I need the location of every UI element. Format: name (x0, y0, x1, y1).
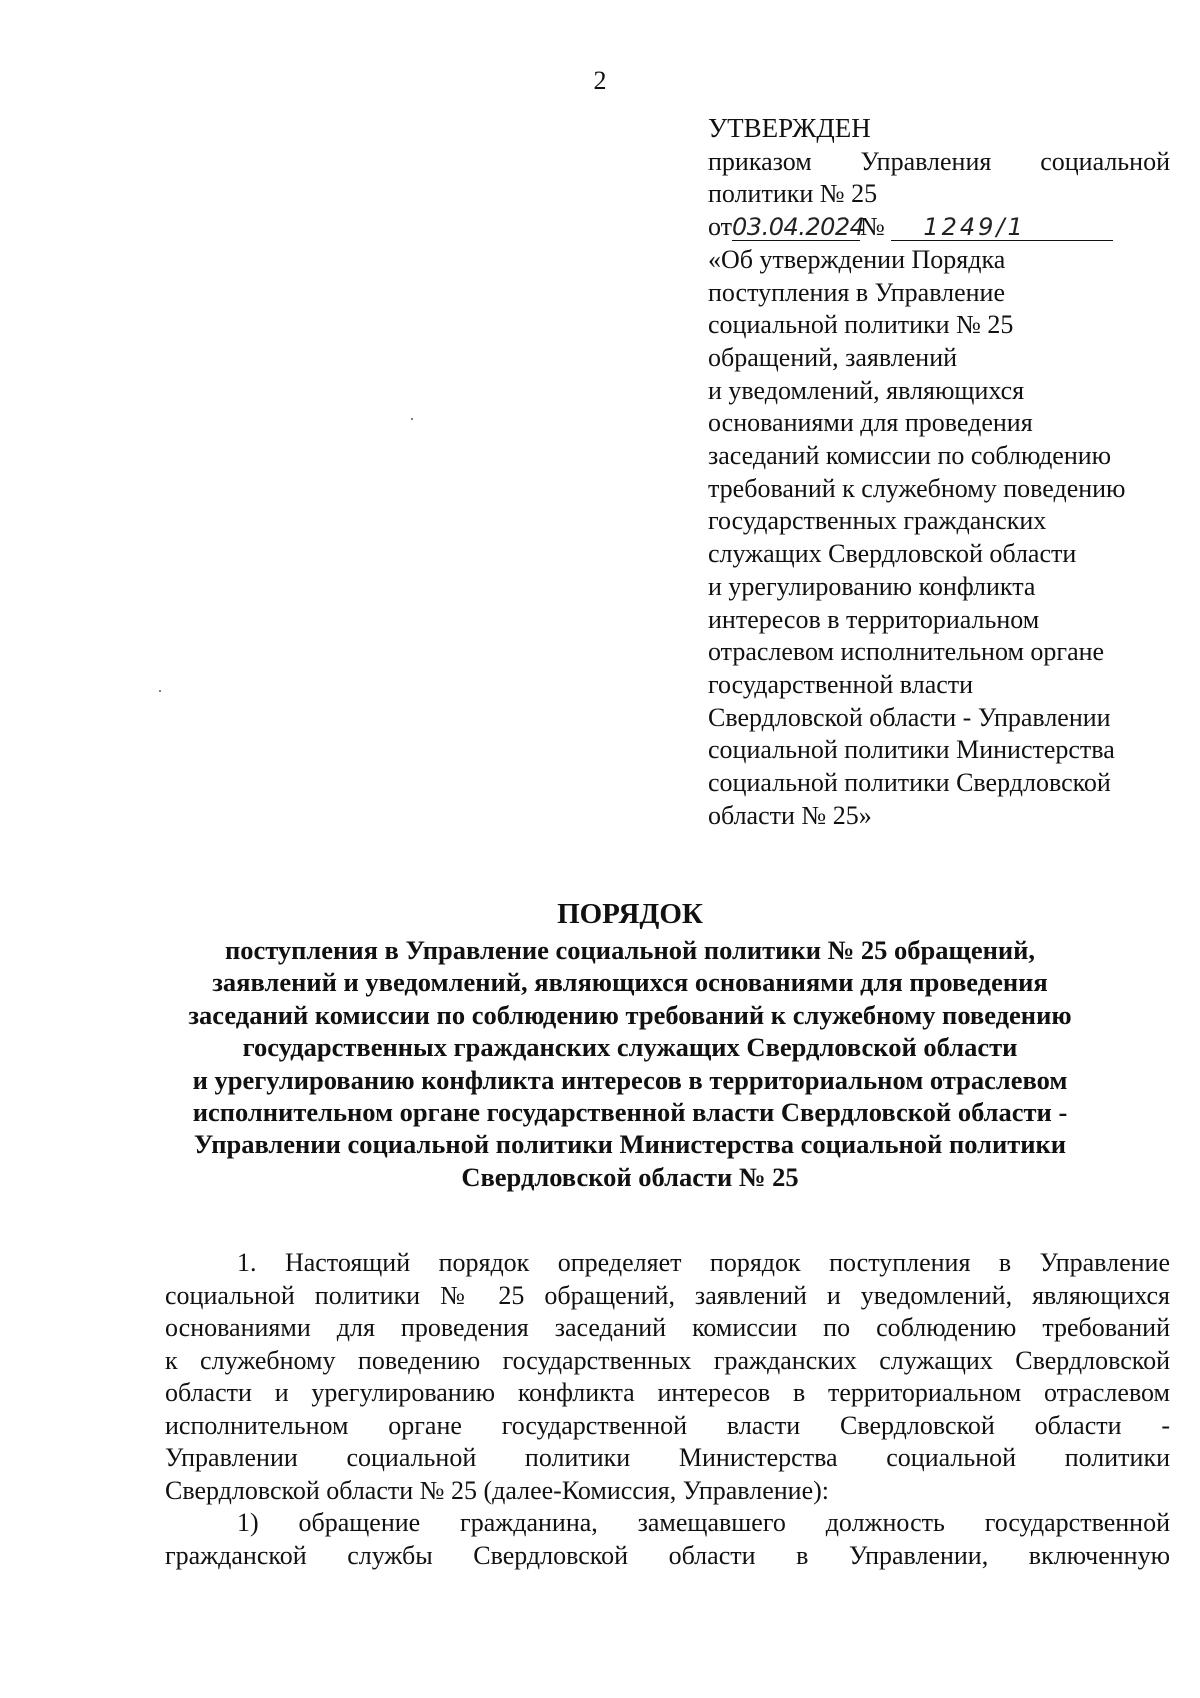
heading-line: заседаний комиссии по соблюдению требований к служебному поведению (188, 999, 1072, 1030)
order-title-line: поступления в Управление (708, 277, 1006, 307)
heading-title: ПОРЯДОК (557, 898, 703, 930)
paragraph-2-line: гражданской службы Свердловской области в Управлении, включенную (165, 1540, 1170, 1570)
paragraph-1-line: исполнительном органе государственной власти Свердловской области - (165, 1410, 1170, 1440)
order-title-line: Свердловской области - Управлении (708, 702, 1111, 732)
handwritten-number: 1249/1 (891, 214, 1113, 241)
paragraph-1-line: области и урегулированию конфликта интересов в территориальном отраслевом (165, 1378, 1170, 1407)
paragraph-1-line: к служебному поведению государственных гражданских служащих Свердловской (165, 1345, 1170, 1375)
order-title-line: интересов в территориальном (708, 604, 1040, 634)
order-title-line: обращений, заявлений (708, 342, 958, 372)
paragraph-2-line: 1) обращение гражданина, замещавшего должность государственной (237, 1508, 1170, 1537)
order-title-line: служащих Свердловской области (708, 539, 1077, 569)
heading-line: и урегулированию конфликта интересов в территориальном отраслевом (192, 1064, 1068, 1095)
order-title-line: «Об утверждении Порядка (708, 244, 1006, 274)
order-title-line: отраслевом исполнительном органе (708, 637, 1105, 667)
paragraph-1-line: социальной политики № 25 обращений, заявлений и уведомлений, являющихся (165, 1280, 1170, 1310)
heading-line: Свердловской области № 25 (461, 1161, 799, 1192)
order-title-line: государственных гражданских (708, 506, 1047, 536)
date-prefix: от (708, 212, 733, 242)
scan-speck (159, 690, 161, 692)
heading-line: заявлений и уведомлений, являющихся основаниями для проведения (212, 967, 1048, 998)
order-title-line: социальной политики Свердловской (708, 768, 1111, 798)
number-prefix: № (860, 212, 885, 242)
order-title-line: основаниями для проведения (708, 408, 1033, 438)
order-title-line: и урегулированию конфликта (708, 571, 1036, 601)
heading-line: государственных гражданских служащих Свердловской области (242, 1032, 1018, 1063)
order-title-line: социальной политики Министерства (708, 735, 1115, 765)
heading-line: поступления в Управление социальной политики № 25 обращений, (224, 935, 1036, 965)
order-title-line: заседаний комиссии по соблюдению (708, 441, 1112, 471)
approval-date-number-line (708, 211, 1170, 244)
scan-speck (411, 418, 413, 420)
order-title-line: области № 25» (708, 800, 872, 830)
approval-department-line: политики № 25 (708, 179, 878, 209)
order-title-line: социальной политики № 25 (708, 310, 1014, 340)
document-body (165, 1247, 1170, 1572)
approval-block (708, 112, 1170, 832)
paragraph-1-line: Управлении социальной политики Министерства социальной политики (165, 1443, 1170, 1472)
handwritten-date: 03.04.2024 (732, 213, 865, 242)
heading-line: исполнительном органе государственной власти Свердловской области - (192, 1097, 1068, 1128)
approval-order-line: приказом Управления социальной (708, 146, 1170, 176)
order-title-line: требований к служебному поведению (708, 473, 1126, 503)
paragraph-1-line: основаниями для проведения заседаний комиссии по соблюдению требований (165, 1313, 1170, 1342)
document-heading (130, 894, 1130, 1193)
page-number: 2 (593, 66, 607, 95)
paragraph-1-line: Свердловской области № 25 (далее-Комиссия, Управление): (165, 1475, 829, 1505)
order-title-line: и уведомлений, являющихся (708, 375, 1025, 405)
heading-line: Управлении социальной политики Министерства социальной политики (193, 1129, 1067, 1160)
paragraph-1-line: 1. Настоящий порядок определяет порядок поступления в Управление (237, 1248, 1170, 1277)
approval-title: УТВЕРЖДЕН (708, 113, 871, 143)
order-title-line: государственной власти (708, 669, 974, 699)
